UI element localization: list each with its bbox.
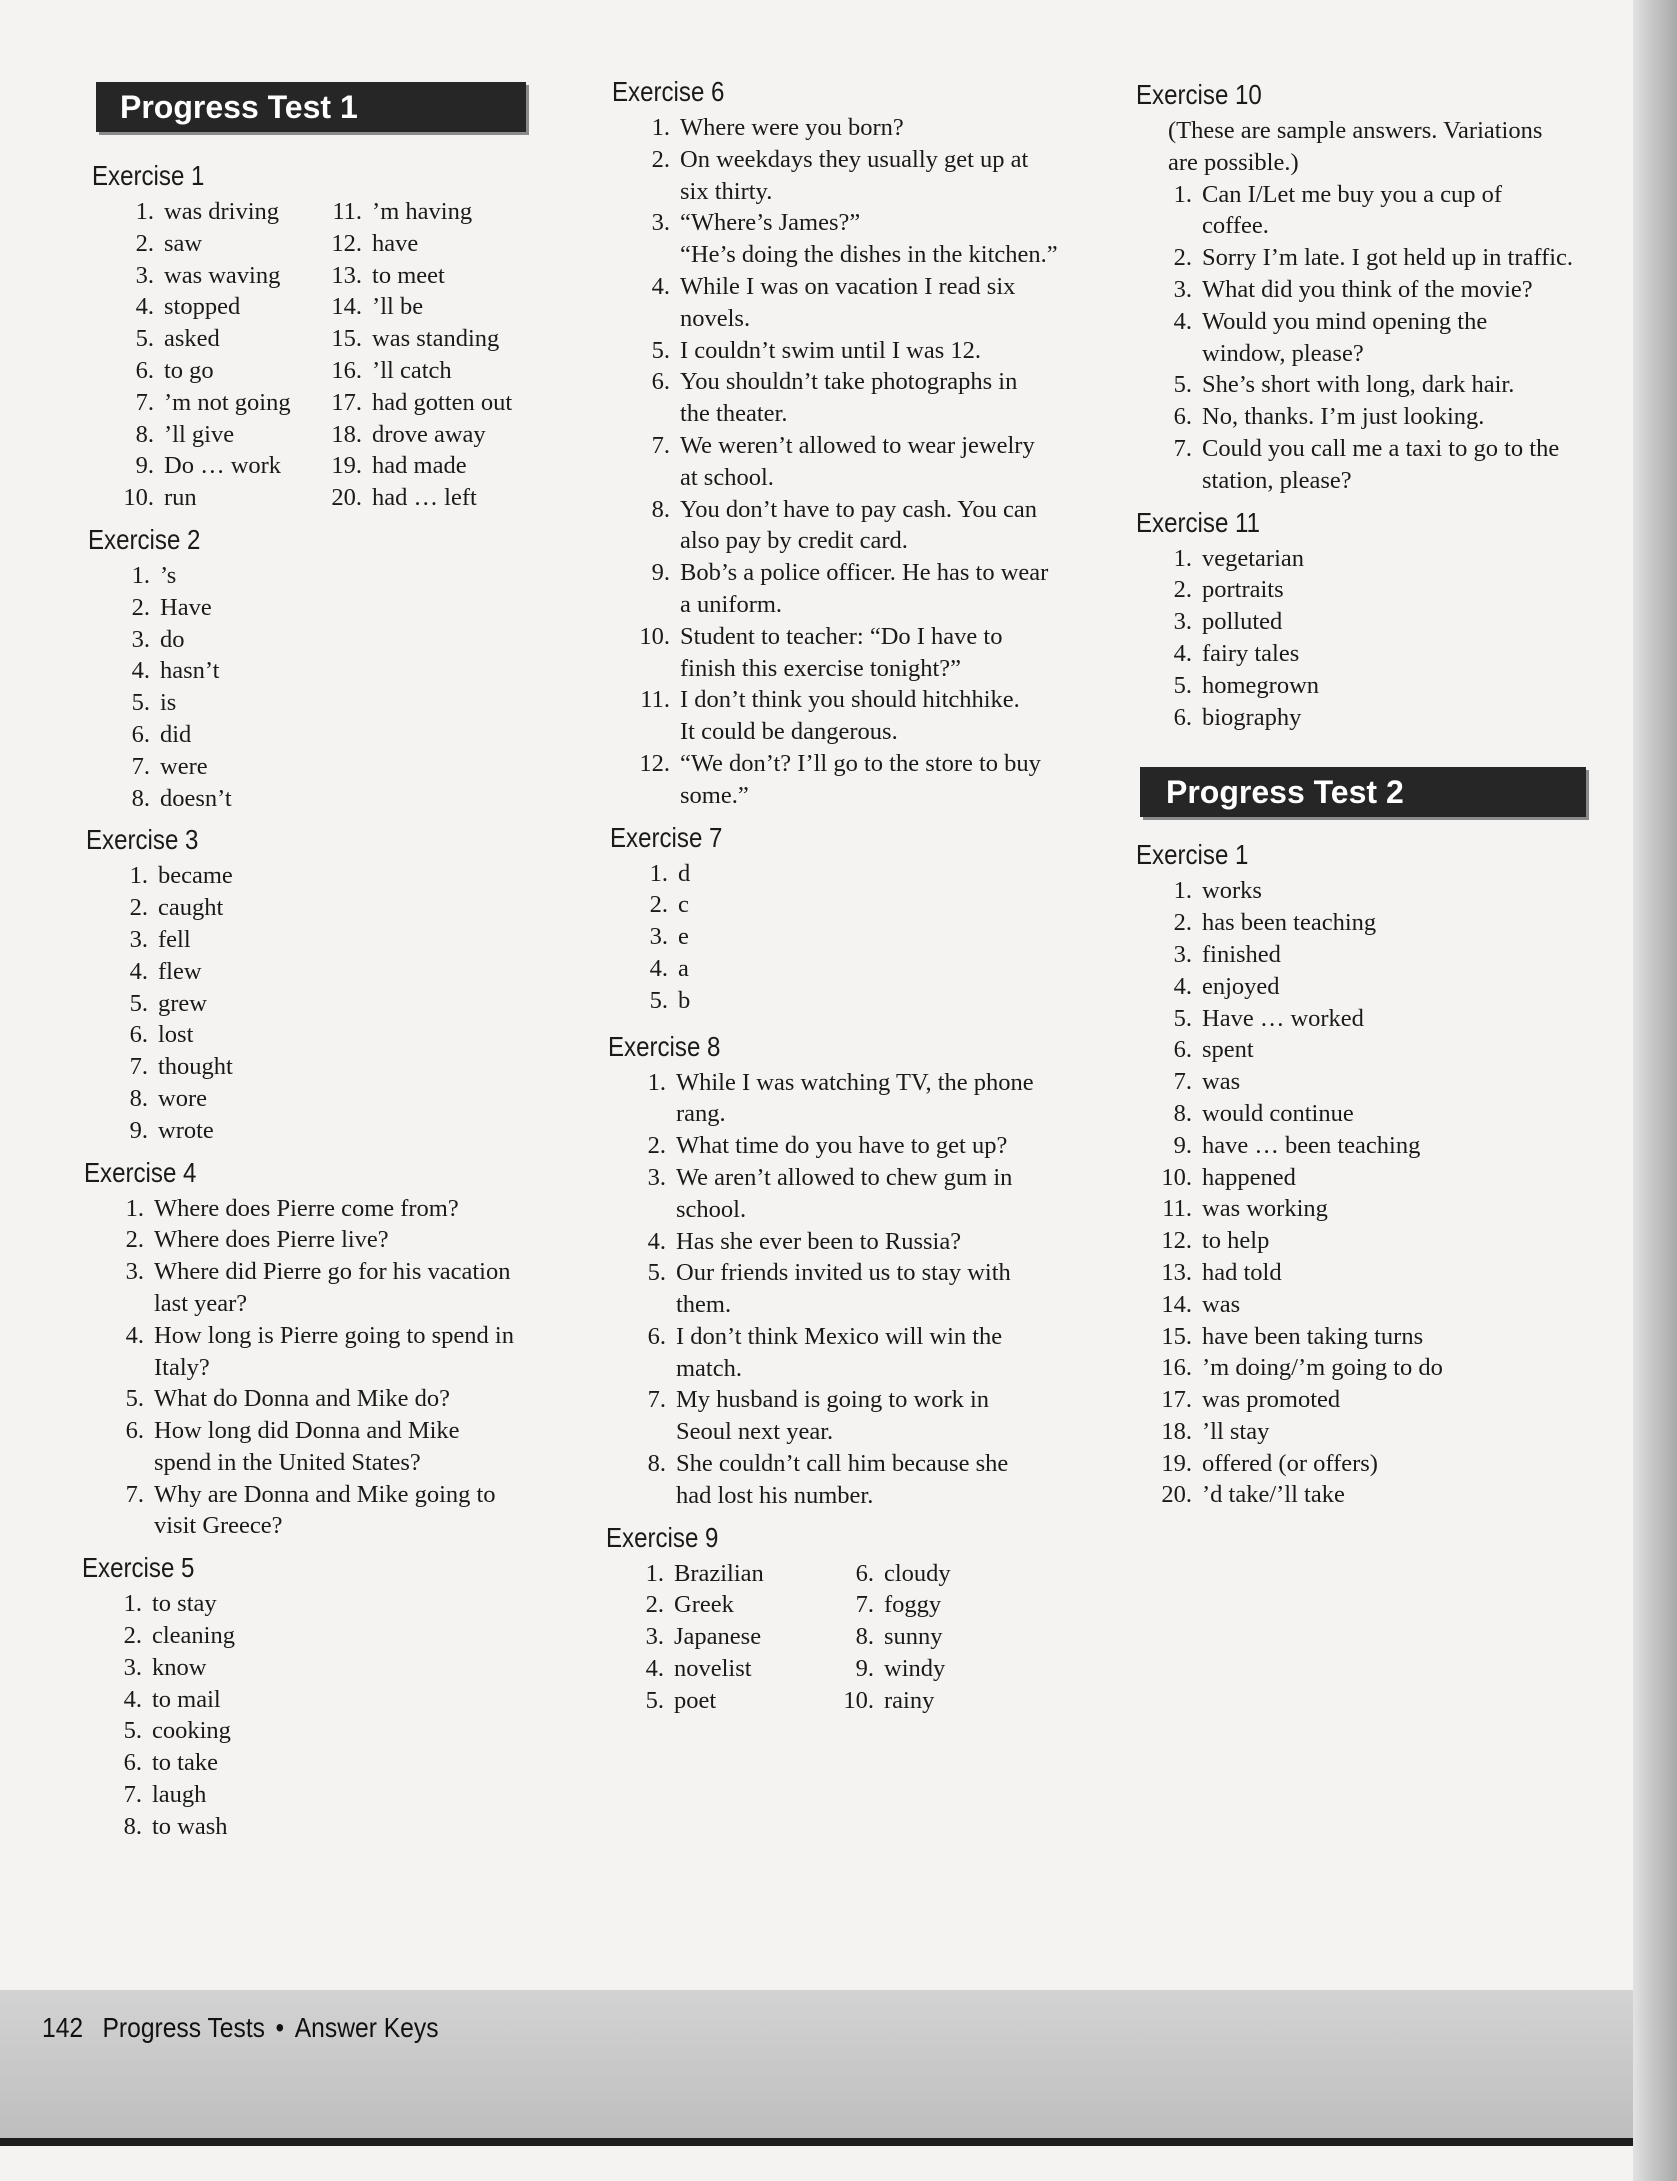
list-item: 8. would continue: [1173, 1099, 1354, 1127]
exercise-10-answers: [1138, 179, 1606, 497]
list-item: 7. were: [131, 752, 208, 780]
list-item-continuation: Seoul next year.: [676, 1418, 834, 1446]
list-item-continuation: spend in the United States?: [154, 1448, 421, 1476]
list-item: 8. to wash: [123, 1812, 228, 1840]
list-item: 2. Have: [131, 593, 212, 621]
page-number: 142: [42, 2012, 84, 2043]
list-item: 5. is: [131, 689, 177, 717]
list-item: 6. did: [131, 720, 192, 748]
list-item: 4. Has she ever been to Russia?: [647, 1227, 962, 1255]
list-item: 3. Japanese: [645, 1623, 762, 1651]
list-item: 2. Where does Pierre live?: [125, 1226, 389, 1254]
list-item: 7. My husband is going to work in: [647, 1386, 990, 1414]
list-item-continuation: had lost his number.: [676, 1481, 874, 1509]
list-item: 1. Can I/Let me buy you a cup of: [1173, 180, 1503, 208]
list-item: 13. had told: [1161, 1258, 1282, 1286]
list-item: 5. What do Donna and Mike do?: [125, 1385, 450, 1413]
list-item-continuation: “He’s doing the dishes in the kitchen.”: [680, 241, 1058, 269]
exercise-5-title: Exercise 5: [82, 1552, 195, 1584]
list-item: 2. Sorry I’m late. I got held up in traffic.: [1173, 244, 1574, 272]
list-item: 13. to meet: [331, 261, 445, 289]
list-item: 1. Brazilian: [645, 1559, 764, 1587]
list-item: 8. sunny: [855, 1623, 943, 1651]
list-item: 3. do: [131, 625, 185, 653]
progress-test-1-banner: Progress Test 1: [96, 82, 526, 132]
list-item: 1. vegetarian: [1173, 544, 1305, 572]
list-item: 10. rainy: [843, 1686, 935, 1714]
list-item: 14. ’ll be: [331, 293, 424, 321]
exercise-10-note: (These are sample answers. Variations: [1168, 117, 1543, 144]
exercise-3-answers: [94, 860, 526, 1146]
list-item: 19. offered (or offers): [1161, 1449, 1378, 1477]
list-item: 9. Bob’s a police officer. He has to wear: [651, 559, 1049, 587]
exercise-8-title: Exercise 8: [608, 1030, 721, 1062]
list-item: 1. ’s: [131, 561, 177, 589]
list-item: 3. We aren’t allowed to chew gum in: [647, 1163, 1013, 1191]
list-item: 8. She couldn’t call him because she: [647, 1450, 1009, 1478]
list-item-continuation: at school.: [680, 463, 774, 491]
list-item: 4. to mail: [123, 1685, 221, 1713]
list-item: 6. cloudy: [855, 1559, 951, 1587]
list-item-continuation: rang.: [676, 1100, 726, 1128]
list-item: 6. to go: [135, 356, 214, 384]
list-item: 3. finished: [1173, 940, 1281, 968]
list-item: 8. doesn’t: [131, 784, 232, 812]
list-item: 6. No, thanks. I’m just looking.: [1173, 403, 1485, 431]
list-item-continuation: Italy?: [154, 1353, 210, 1381]
list-item: 7. Could you call me a taxi to go to the: [1173, 434, 1560, 462]
list-item: 7. was: [1173, 1068, 1241, 1096]
list-item: 3. know: [123, 1653, 207, 1681]
list-item-continuation: finish this exercise tonight?”: [680, 654, 961, 682]
list-item: 9. wrote: [129, 1116, 214, 1144]
list-item-continuation: match.: [676, 1354, 742, 1382]
list-item-continuation: coffee.: [1202, 212, 1269, 240]
list-item: 6. spent: [1173, 1036, 1254, 1064]
list-item: 1. was driving: [135, 198, 279, 225]
list-item-continuation: six thirty.: [680, 177, 773, 205]
list-item-continuation: the theater.: [680, 400, 788, 428]
list-item: 9. Do … work: [135, 452, 282, 480]
list-item: 9. have … been teaching: [1173, 1131, 1421, 1159]
list-item: 6. lost: [129, 1021, 194, 1049]
list-item: 1. became: [129, 862, 233, 890]
exercise-7-answers: [614, 858, 1092, 1017]
list-item-continuation: last year?: [154, 1289, 248, 1317]
list-item-continuation: some.”: [680, 781, 749, 809]
column-left: [82, 82, 526, 1843]
list-item: 3. What did you think of the movie?: [1173, 275, 1533, 303]
list-item: 5. Have … worked: [1173, 1004, 1364, 1032]
list-item: 4. stopped: [135, 293, 241, 321]
list-item: 5. She’s short with long, dark hair.: [1173, 371, 1515, 399]
list-item: 1. d: [649, 859, 691, 887]
list-item: 20. ’d take/’ll take: [1161, 1481, 1345, 1509]
exercise-10-note: are possible.): [1168, 148, 1299, 176]
list-item: 4. How long is Pierre going to spend in: [125, 1321, 514, 1349]
list-item: 7. ’m not going: [135, 388, 291, 416]
list-item: 11. I don’t think you should hitchhike.: [640, 686, 1020, 714]
list-item: 15. have been taking turns: [1161, 1322, 1424, 1350]
list-item: 4. While I was on vacation I read six: [651, 272, 1016, 300]
list-item: 5. b: [649, 986, 691, 1014]
list-item: 11. was working: [1162, 1195, 1328, 1223]
list-item-continuation: also pay by credit card.: [680, 527, 908, 555]
column-middle: [606, 72, 1092, 1717]
list-item: 10. happened: [1161, 1163, 1296, 1191]
list-item: 5. poet: [645, 1686, 717, 1714]
list-item: 3. Where did Pierre go for his vacation: [125, 1258, 511, 1286]
exercise-6-title: Exercise 6: [612, 76, 725, 107]
list-item: 10. run: [123, 484, 197, 512]
list-item: 2. saw: [135, 229, 203, 257]
list-item: 10. Student to teacher: “Do I have to: [639, 622, 1003, 650]
list-item: 16. ’m doing/’m going to do: [1161, 1354, 1443, 1382]
list-item-continuation: station, please?: [1202, 466, 1352, 494]
list-item: 4. enjoyed: [1173, 972, 1280, 1000]
list-item: 12. to help: [1161, 1227, 1270, 1255]
list-item: 18. drove away: [331, 420, 486, 448]
exercise-3-title: Exercise 3: [86, 824, 199, 856]
list-item: 1. to stay: [123, 1590, 217, 1618]
exercise-1-title: Exercise 1: [92, 160, 205, 191]
exercise-10-title: Exercise 10: [1136, 79, 1262, 110]
list-item: 6. You shouldn’t take photographs in: [651, 368, 1018, 396]
list-item: 4. flew: [129, 957, 202, 985]
list-item: 19. had made: [331, 452, 467, 480]
list-item: 2. What time do you have to get up?: [647, 1132, 1008, 1160]
list-item: 2. portraits: [1173, 576, 1284, 604]
list-item: 6. to take: [123, 1749, 218, 1777]
exercise-6-answers: [616, 112, 1092, 812]
list-item: 16. ’ll catch: [331, 356, 452, 384]
list-item: 2. Greek: [645, 1591, 734, 1619]
exercise-11-title: Exercise 11: [1136, 506, 1261, 538]
list-item: 7. We weren’t allowed to wear jewelry: [651, 431, 1035, 459]
list-item: 6. I don’t think Mexico will win the: [647, 1322, 1003, 1350]
footer-subsection: Answer Keys: [294, 2012, 439, 2043]
list-item: 3. e: [649, 923, 689, 951]
list-item: 2. c: [649, 891, 689, 919]
list-item: 7. thought: [129, 1053, 233, 1081]
exercise-4-answers: [90, 1193, 526, 1543]
list-item: 3. was waving: [135, 261, 281, 289]
list-item: 5. cooking: [123, 1717, 231, 1745]
exercise-7-title: Exercise 7: [610, 821, 723, 853]
list-item: 1. Where were you born?: [651, 114, 904, 141]
list-item-continuation: It could be dangerous.: [680, 718, 898, 746]
pt2-exercise-1-answers: [1138, 875, 1606, 1511]
list-item: 5. asked: [135, 325, 220, 353]
list-item: 4. Would you mind opening the: [1173, 307, 1488, 335]
list-item: 12. have: [331, 229, 419, 257]
list-item: 1. works: [1173, 877, 1262, 905]
list-item: 4. a: [649, 954, 689, 982]
page-edge-shadow: [1633, 0, 1677, 2181]
list-item: 3. “Where’s James?”: [651, 209, 861, 237]
list-item: 1. Where does Pierre come from?: [125, 1194, 459, 1222]
list-item-continuation: school.: [676, 1195, 747, 1223]
list-item: 11. ’m having: [332, 198, 473, 225]
list-item: 3. fell: [129, 925, 191, 953]
footer-section: Progress Tests: [102, 2012, 265, 2043]
list-item: 5. I couldn’t swim until I was 12.: [651, 336, 982, 364]
exercise-8-answers: [612, 1067, 1092, 1512]
list-item-continuation: visit Greece?: [154, 1512, 283, 1540]
list-item-continuation: novels.: [680, 304, 751, 332]
exercise-9-answers: [610, 1558, 1092, 1717]
footer-rule: [0, 2138, 1633, 2146]
list-item: 2. On weekdays they usually get up at: [651, 145, 1029, 173]
list-item: 3. polluted: [1173, 608, 1283, 636]
list-item: 18. ’ll stay: [1161, 1417, 1270, 1445]
list-item: 8. ’ll give: [135, 420, 235, 448]
exercise-4-title: Exercise 4: [84, 1156, 197, 1188]
exercise-5-answers: [88, 1588, 526, 1842]
list-item: 9. windy: [855, 1655, 946, 1683]
list-item: 7. laugh: [123, 1781, 207, 1809]
footer-separator: •: [275, 2012, 285, 2043]
exercise-2-title: Exercise 2: [88, 523, 201, 555]
list-item: 1. While I was watching TV, the phone: [647, 1068, 1034, 1096]
list-item: 20. had … left: [331, 484, 477, 512]
list-item: 8. wore: [129, 1084, 207, 1112]
list-item: 6. biography: [1173, 703, 1302, 731]
list-item-continuation: a uniform.: [680, 590, 783, 618]
list-item: 2. has been teaching: [1173, 909, 1377, 937]
list-item: 7. foggy: [855, 1591, 942, 1619]
list-item-continuation: them.: [676, 1291, 732, 1319]
list-item: 14. was: [1161, 1290, 1241, 1318]
list-item: 5. Our friends invited us to stay with: [647, 1259, 1011, 1287]
list-item: 17. was promoted: [1161, 1386, 1341, 1414]
list-item: 4. novelist: [645, 1655, 752, 1683]
list-item: 7. Why are Donna and Mike going to: [125, 1480, 496, 1508]
list-item: 2. cleaning: [123, 1622, 235, 1650]
list-item: 17. had gotten out: [331, 388, 513, 416]
list-item: 12. “We don’t? I’ll go to the store to buy: [639, 749, 1041, 777]
list-item: 6. How long did Donna and Mike: [125, 1417, 460, 1445]
list-item: 5. homegrown: [1173, 671, 1320, 699]
list-item-continuation: window, please?: [1202, 339, 1364, 367]
list-item: 4. hasn’t: [131, 657, 220, 685]
progress-test-2-banner: Progress Test 2: [1140, 767, 1586, 817]
list-item: 15. was standing: [331, 325, 500, 353]
list-item: 8. You don’t have to pay cash. You can: [651, 495, 1038, 523]
exercise-1-answers: [100, 196, 526, 514]
pt2-exercise-1-title: Exercise 1: [1136, 839, 1249, 871]
column-right: [1136, 75, 1606, 1511]
exercise-11-answers: [1138, 543, 1606, 734]
exercise-2-answers: [96, 560, 526, 814]
list-item: 4. fairy tales: [1173, 639, 1300, 667]
list-item: 2. caught: [129, 894, 224, 922]
list-item: 5. grew: [129, 989, 207, 1017]
page-footer: [42, 2012, 439, 2044]
exercise-9-title: Exercise 9: [606, 1521, 719, 1553]
